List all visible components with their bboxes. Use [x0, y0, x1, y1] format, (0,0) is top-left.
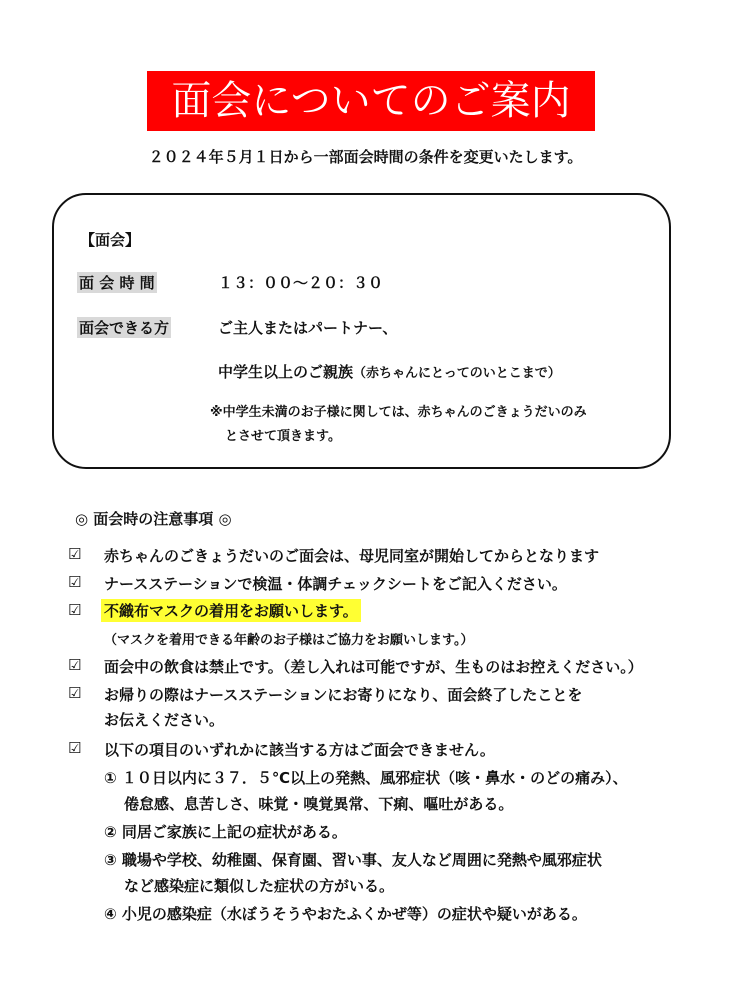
- visitors-line2-note: （赤ちゃんにとってのいとこまで）: [353, 366, 561, 381]
- hours-label: 面 会 時 間: [79, 274, 155, 292]
- condition-2: ② 同居ご家族に上記の症状がある。: [104, 823, 347, 841]
- caution-item-4: 面会中の飲食は禁止です。（差し入れは可能ですが、生ものはお控えください。）: [104, 658, 643, 676]
- condition-4: ④ 小児の感染症（水ぼうそうやおたふくかぜ等）の症状や疑いがある。: [104, 905, 587, 923]
- checkbox-icon: ☑: [68, 601, 82, 619]
- caution-item-6: 以下の項目のいずれかに該当する方はご面会できません。: [104, 741, 495, 759]
- hours-value: １３：００～２０：３０: [218, 274, 384, 292]
- condition-3: ③ 職場や学校、幼稚園、保育園、習い事、友人など周囲に発熱や風邪症状: [104, 851, 602, 869]
- caution-item-5-cont: お伝えください。: [104, 711, 225, 729]
- condition-3-cont: など感染症に類似した症状の方がいる。: [124, 877, 395, 895]
- mask-note: （マスクを着用できる年齢のお子様はご協力をお願いします。）: [104, 633, 474, 648]
- caution-item-2: ナースステーションで検温・体調チェックシートをご記入ください。: [104, 575, 567, 593]
- section-label: 【面会】: [80, 231, 141, 249]
- checkbox-icon: ☑: [68, 656, 82, 674]
- cautions-heading: ◎ 面会時の注意事項 ◎: [75, 510, 232, 528]
- caution-item-1: 赤ちゃんのごきょうだいのご面会は、母児同室が開始してからとなります: [104, 547, 600, 565]
- condition-1-cont: 倦怠感、息苦しさ、味覚・嗅覚異常、下痢、嘔吐がある。: [124, 795, 514, 813]
- checkbox-icon: ☑: [68, 573, 82, 591]
- visitors-line2: [218, 361, 561, 382]
- visitors-label: 面会できる方: [79, 319, 170, 337]
- caution-item-5: お帰りの際はナースステーションにお寄りになり、面会終了したことを: [104, 686, 583, 704]
- note-line2: とさせて頂きます。: [225, 429, 341, 444]
- change-notice: ２０２４年５月１日から一部面会時間の条件を変更いたします。: [148, 148, 583, 166]
- checkbox-icon: ☑: [68, 739, 82, 757]
- page-title: 面会についてのご案内: [147, 71, 595, 131]
- condition-1: ① １０日以内に３７．５℃以上の発熱、風邪症状（咳・鼻水・のどの痛み）、: [104, 769, 628, 787]
- caution-item-3: 不織布マスクの着用をお願いします。: [101, 599, 361, 622]
- checkbox-icon: ☑: [68, 684, 82, 702]
- note-line1: ※中学生未満のお子様に関しては、赤ちゃんのごきょうだいのみ: [210, 405, 587, 420]
- visitors-line2-main: 中学生以上のご親族: [218, 363, 354, 381]
- visitors-line1: ご主人またはパートナー、: [218, 319, 398, 337]
- checkbox-icon: ☑: [68, 545, 82, 563]
